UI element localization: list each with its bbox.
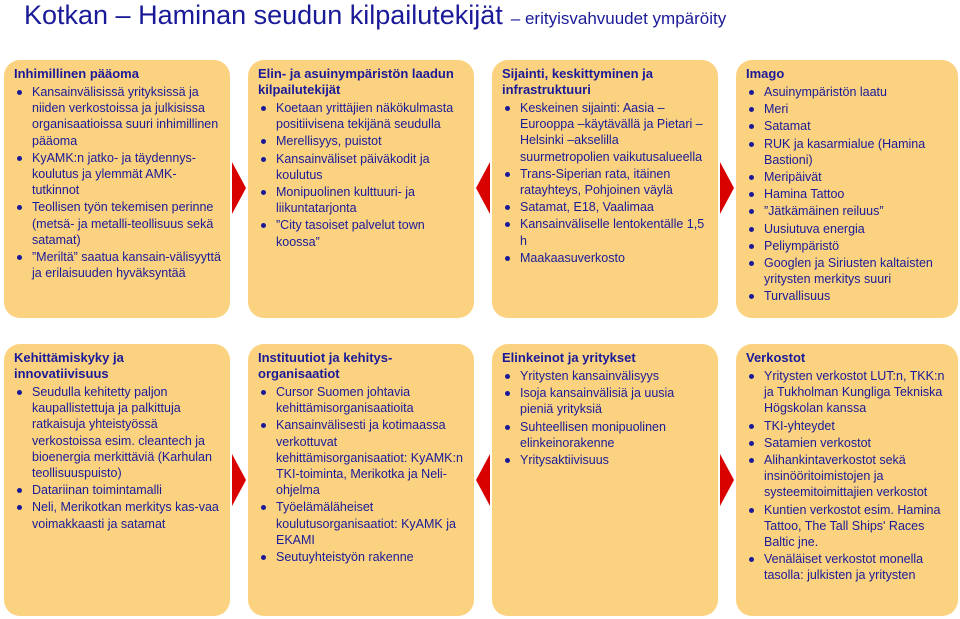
list-item: Hamina Tattoo [746,186,950,202]
list-item: Työelämäläheiset koulutusorganisaatiot: KyAMK ja EKAMI [258,499,466,548]
card-list [258,100,466,250]
card-heading: Verkostot [746,350,806,365]
card-kehittamiskyky [4,344,230,616]
page-title [24,0,726,36]
card-heading: Elinkeinot ja yritykset [502,350,636,365]
list-item: Kansainväliselle lentokentälle 1,5 h [502,216,710,248]
card-heading: Elin- ja asuinympäristön laadun kilpailutekijät [258,66,454,97]
list-item: Seutuyhteistyön rakenne [258,549,466,565]
highlight-arrow-icon [720,454,734,506]
list-item: Koetaan yrittäjien näkökulmasta positiivisena tekijänä seudulla [258,100,466,132]
list-item: TKI-yhteydet [746,418,950,434]
list-item: Trans-Siperian rata, itäinen ratayhteys, Pohjoinen väylä [502,166,710,198]
highlight-arrow-icon [476,454,490,506]
card-heading: Sijainti, keskittyminen ja infrastruktuuri [502,66,653,97]
card-list [14,384,222,532]
card-heading: Kehittämiskyky ja innovatiivisuus [14,350,124,381]
list-item: Asuinympäristön laatu [746,84,950,100]
card-sijainti [492,60,718,318]
list-item: Cursor Suomen johtavia kehittämisorganisaatioita [258,384,466,416]
title-subtitle: – erityisvahvuudet ympäröity [510,9,727,28]
list-item: Maakaasuverkosto [502,250,710,266]
list-item: Meripäivät [746,169,950,185]
list-item: Googlen ja Siriusten kaltaisten yritysten merkitys suuri [746,255,950,287]
card-list [502,100,710,266]
list-item: ”City tasoiset palvelut town koossa” [258,217,466,249]
list-item: Satamat, E18, Vaalimaa [502,199,710,215]
list-item: Meri [746,101,950,117]
highlight-arrow-icon [232,162,246,214]
list-item: Suhteellisen monipuolinen elinkeinorakenne [502,419,710,451]
list-item: Kansainvälisissä yrityksissä ja niiden verkostoissa ja julkisissa organisaatioissa suuri inhimillinen pääoma [14,84,222,149]
list-item: Neli, Merikotkan merkitys kas-vaa voimakkaasti ja satamat [14,499,222,531]
card-list [746,84,950,305]
list-item: Merellisyys, puistot [258,133,466,149]
list-item: ”Meriltä” saatua kansain-välisyyttä ja erilaisuuden hyväksyntää [14,249,222,281]
card-heading: Imago [746,66,785,81]
list-item: Turvallisuus [746,288,950,304]
highlight-arrow-icon [476,162,490,214]
list-item: Kansainväliset päiväkodit ja koulutus [258,151,466,183]
card-inhimillinen-paaoma [4,60,230,318]
card-list [14,84,222,281]
card-elinkeinot [492,344,718,616]
list-item: Alihankintaverkostot sekä insinööritoimistojen ja systeemitoimittajien verkostot [746,452,950,501]
card-instituutiot [248,344,474,616]
card-list [258,384,466,565]
card-heading: Instituutiot ja kehitys-organisaatiot [258,350,393,381]
list-item: Satamat [746,118,950,134]
list-item: RUK ja kasarmialue (Hamina Bastioni) [746,136,950,168]
list-item: Teollisen työn tekemisen perinne (metsä- ja metalli-teollisuus sekä satamat) [14,199,222,248]
list-item: Peliympäristö [746,238,950,254]
card-heading: Inhimillinen pääoma [14,66,139,81]
list-item: Satamien verkostot [746,435,950,451]
highlight-arrow-icon [232,454,246,506]
list-item: Kansainvälisesti ja kotimaassa verkottuvat kehittämisorganisaatiot: KyAMK:n TKI-toiminta, Merikotka ja Neli-ohjelma [258,417,466,498]
card-imago [736,60,958,318]
list-item: Datariinan toimintamalli [14,482,222,498]
card-verkostot [736,344,958,616]
list-item: KyAMK:n jatko- ja täydennys-koulutus ja ylemmät AMK-tutkinnot [14,150,222,199]
list-item: Isoja kansainvälisiä ja uusia pieniä yrityksiä [502,385,710,417]
list-item: Keskeinen sijainti: Aasia –Eurooppa –käytävällä ja Pietari – Helsinki –akselilla suurmetropolien vaikutusalueella [502,100,710,165]
list-item: Yritysaktiivisuus [502,452,710,468]
list-item: Seudulla kehitetty paljon kaupallistettuja ja palkittuja ratkaisuja yhteistyössä verkostoissa esim. cleantech ja bioenergia merkittäviä (Karhulan teollisuuspuisto) [14,384,222,481]
card-list [746,368,950,584]
card-elinymparisto [248,60,474,318]
title-main: Kotkan – Haminan seudun kilpailutekijät [24,0,503,30]
highlight-arrow-icon [720,162,734,214]
list-item: Kuntien verkostot esim. Hamina Tattoo, The Tall Ships' Races Baltic jne. [746,502,950,551]
list-item: Yritysten verkostot LUT:n, TKK:n ja Tukholman Kungliga Tekniska Högskolan kanssa [746,368,950,417]
list-item: Venäläiset verkostot monella tasolla: julkisten ja yritysten [746,551,950,583]
card-list [502,368,710,468]
list-item: ”Jätkämäinen reiluus” [746,203,950,219]
list-item: Uusiutuva energia [746,221,950,237]
list-item: Monipuolinen kulttuuri- ja liikuntatarjonta [258,184,466,216]
list-item: Yritysten kansainvälisyys [502,368,710,384]
